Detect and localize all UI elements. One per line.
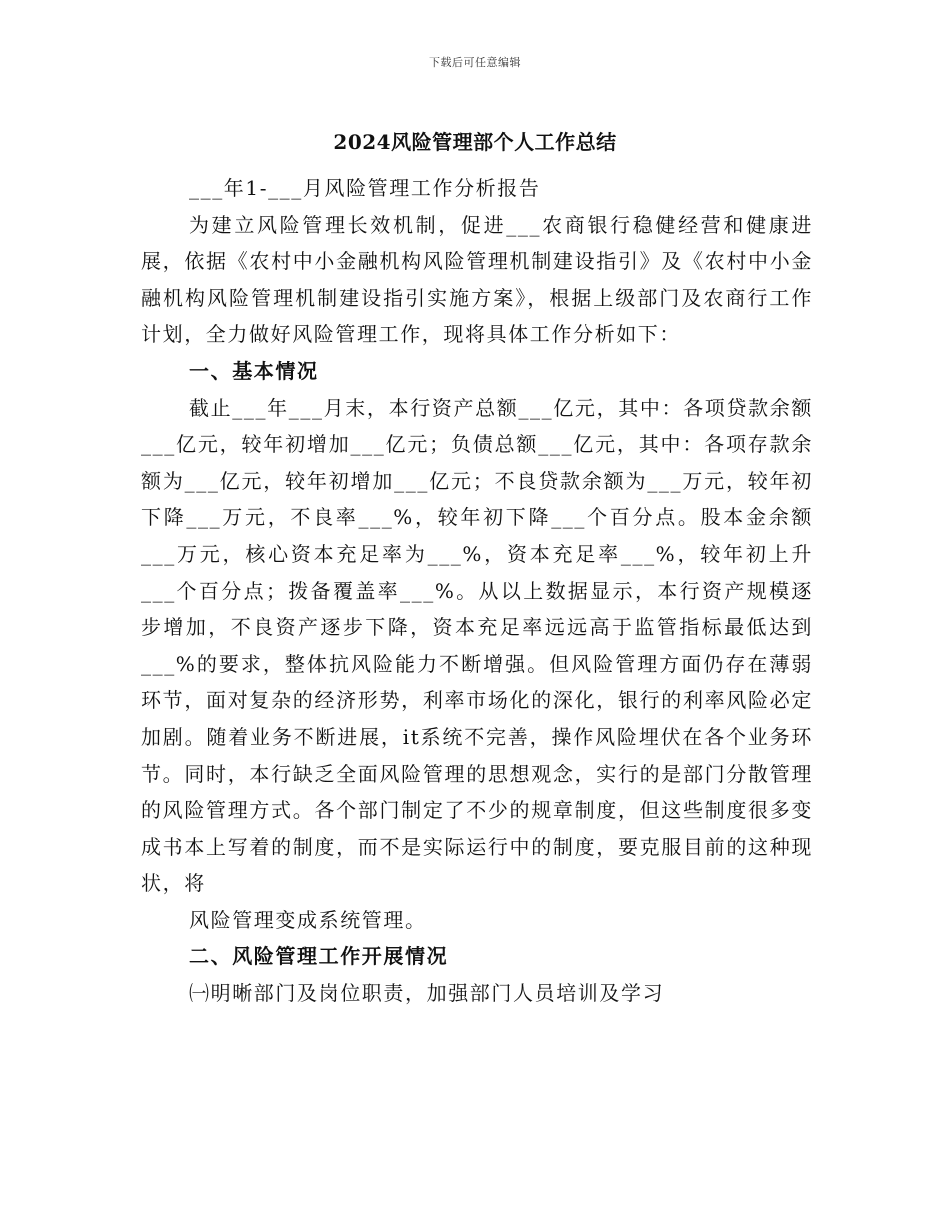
paragraph-report-subtitle: ___年1-___月风险管理工作分析报告 — [189, 176, 541, 200]
paragraph-system-management: 风险管理变成系统管理。 — [189, 907, 427, 932]
header-note: 下载后可任意编辑 — [429, 56, 521, 69]
paragraph-subsection-one: ㈠明晰部门及岗位职责，加强部门人员培训及学习 — [189, 981, 665, 1006]
section-heading-basic-situation: 一、基本情况 — [189, 358, 319, 383]
document-title: 2024风险管理部个人工作总结 — [333, 130, 617, 154]
paragraph-intro: 为建立风险管理长效机制，促进___农商银行稳健经营和健康进展，依据《农村中小金融机构风险管理机制建设指引》及《农村中小金融机构风险管理机制建设指引实施方案》，根据上级部门及农商行工作计划，全力做好风险管理工作，现将具体工作分析如下： — [141, 212, 813, 347]
paragraph-basic-situation: 截止___年___月末，本行资产总额___亿元，其中：各项贷款余额___亿元，较年初增加___亿元；负债总额___亿元，其中：各项存款余额为___亿元，较年初增加___亿元；不良贷款余额为___万元，较年初下降___万元，不良率___%，较年初下降___个百分点。股本金余额___万元，核心资本充足率为___%，资本充足率___%，较年初上升___个百分点；拨备覆盖率___%。从以上数据显示，本行资产规模逐步增加，不良资产逐步下降，资本充足率远远高于监管指标最低达到___%的要求，整体抗风险能力不断增强。但风险管理方面仍存在薄弱环节，面对复杂的经济形势，利率市场化的深化，银行的利率风险必定加剧。随着业务不断进展，it系统不完善，操作风险埋伏在各个业务环节。同时，本行缺乏全面风险管理的思想观念，实行的是部门分散管理的风险管理方式。各个部门制定了不少的规章制度，但这些制度很多变成书本上写着的制度，而不是实际运行中的制度，要克服目前的这种现状，将 — [141, 395, 813, 896]
section-heading-work-progress: 二、风险管理工作开展情况 — [189, 944, 449, 969]
document-body — [141, 170, 813, 1012]
